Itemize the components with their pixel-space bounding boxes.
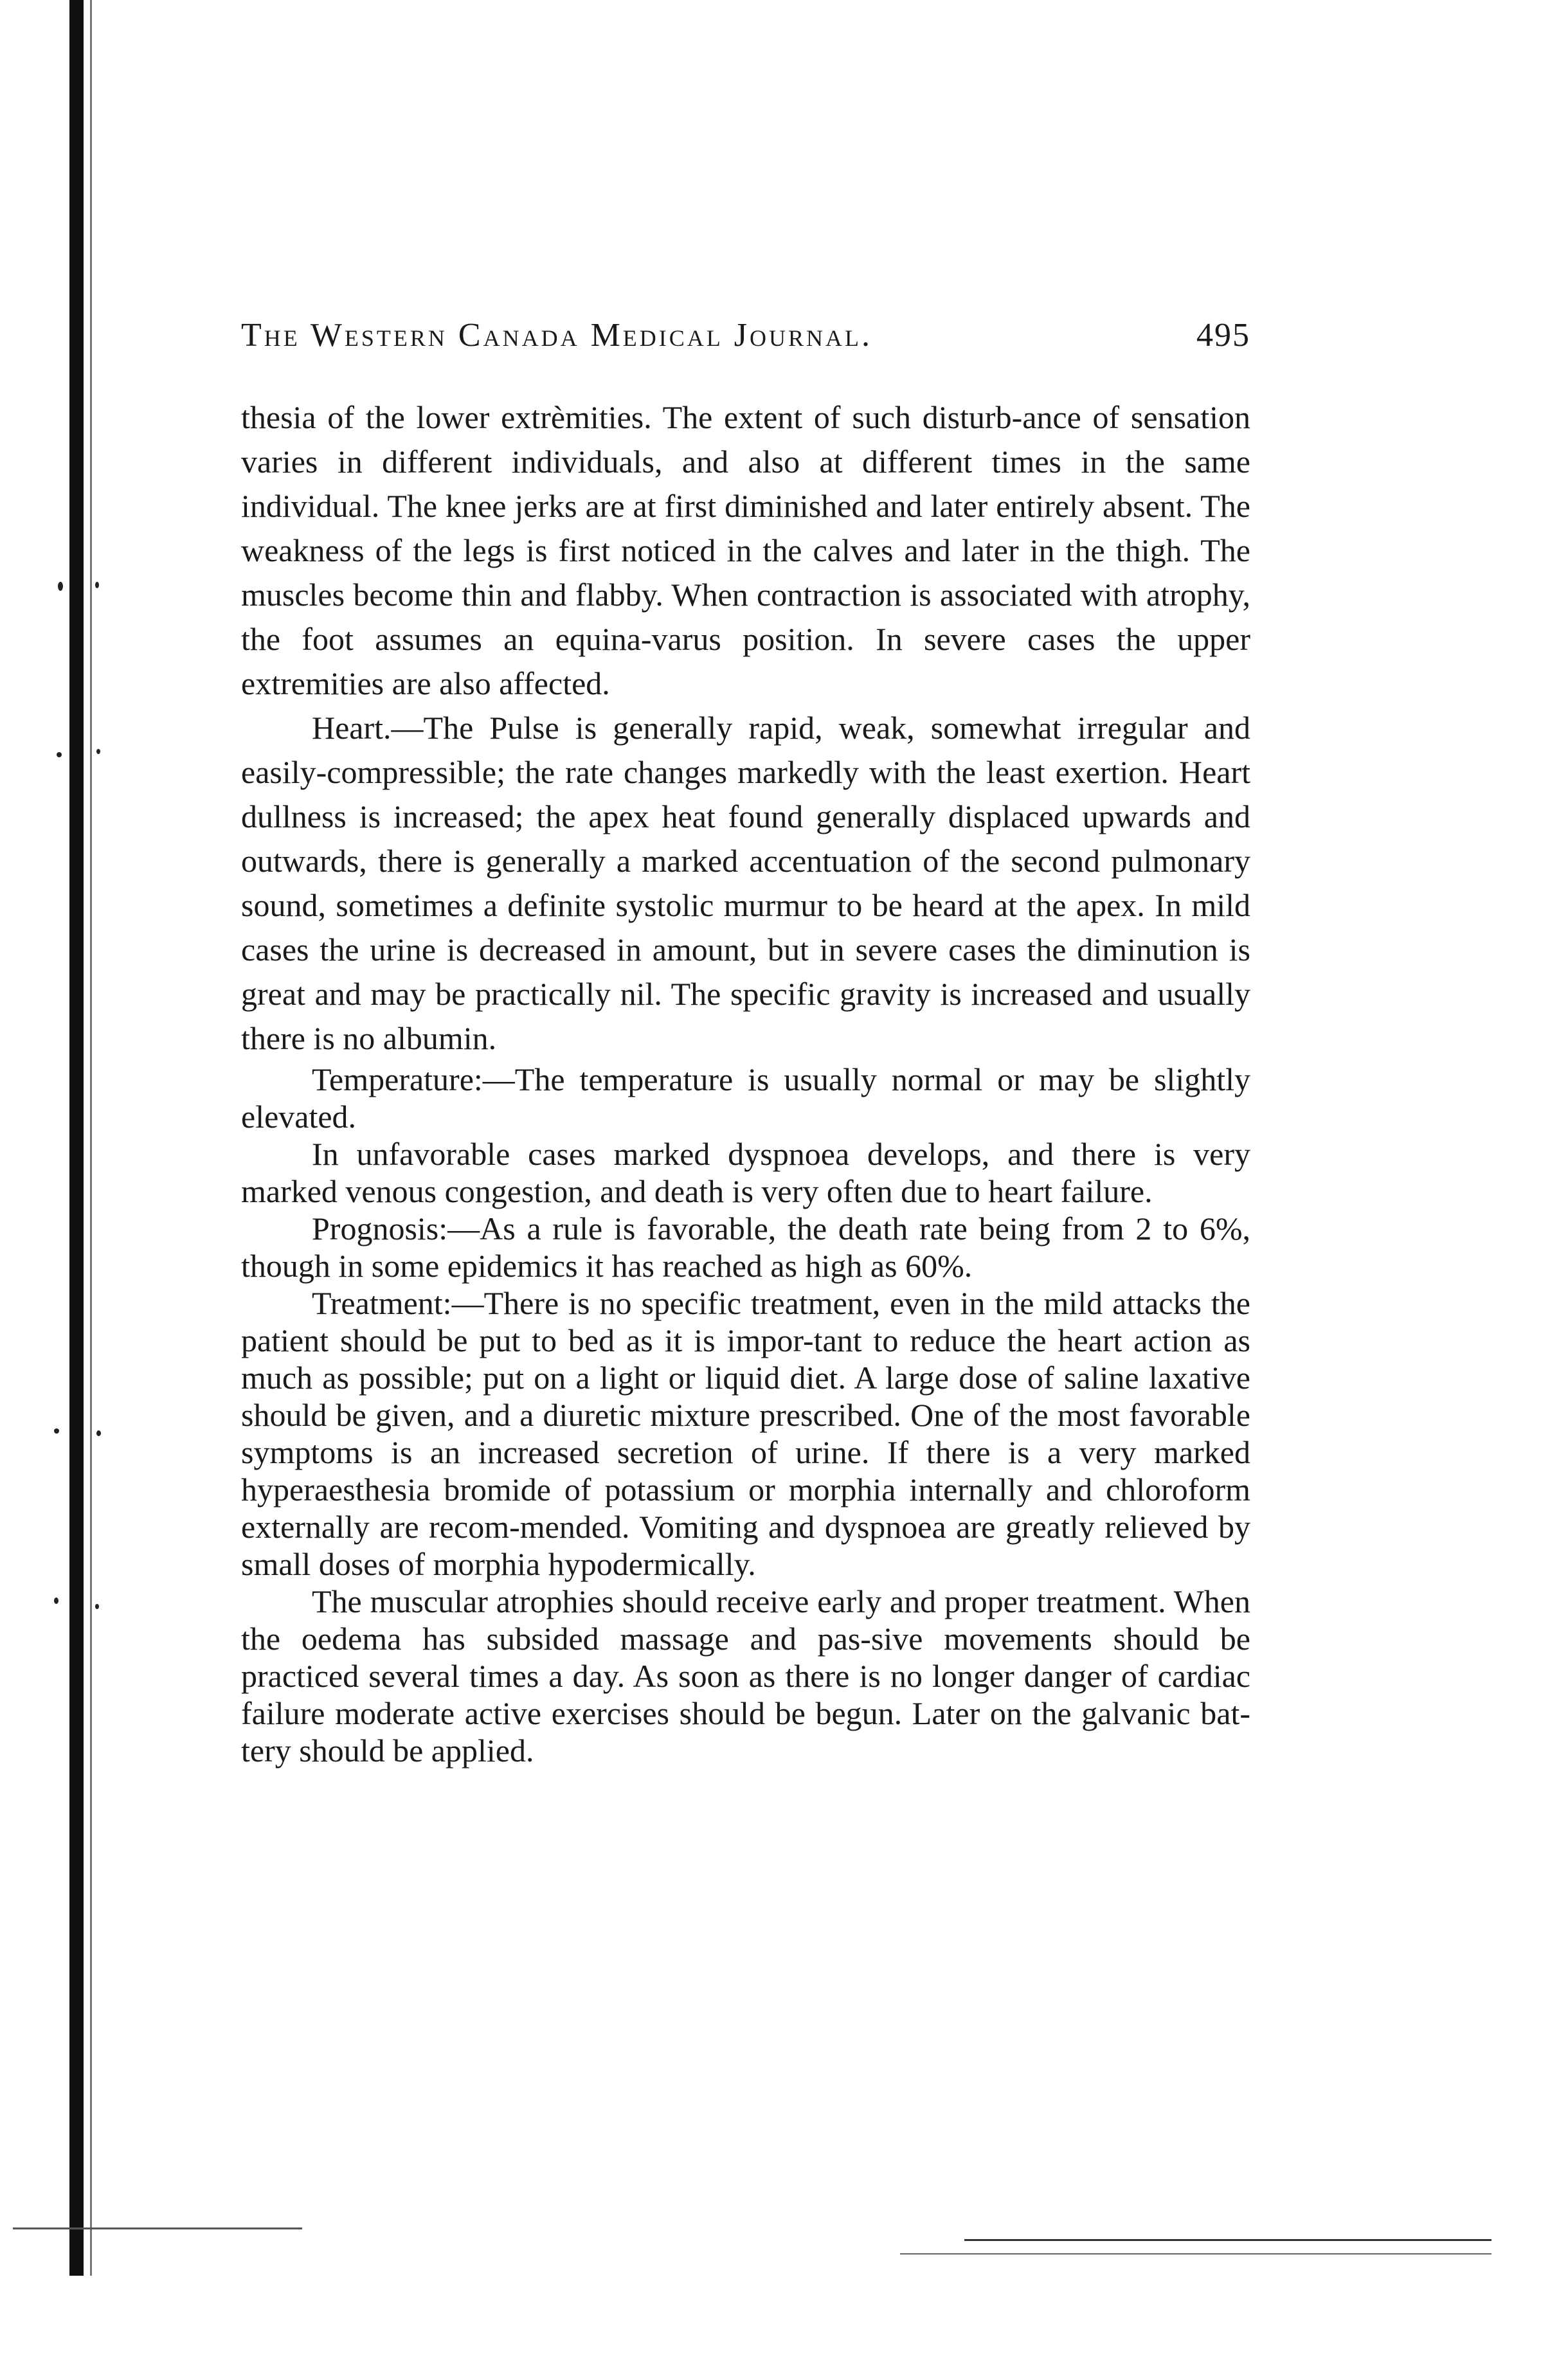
footer-rule-lower [900, 2253, 1491, 2254]
paragraph-muscular-atrophies: The muscular atrophies should receive early and proper treatment. When the oedema has subsided massage and pas-sive movements should be practiced several times a day. As soon as there is no longer danger of cardiac failure moderate active exercises should be begun. Later on the galvanic bat-tery should be applied. [241, 1583, 1250, 1769]
scan-speck [96, 749, 100, 754]
footer-rule [964, 2239, 1491, 2241]
page-binding-edge [69, 0, 84, 2276]
scan-speck [57, 752, 62, 757]
paragraph-prognosis: Prognosis:—As a rule is favorable, the death rate being from 2 to 6%, though in some epidemics it has reached as high as 60%. [241, 1210, 1250, 1284]
paragraph-sensation: thesia of the lower extrèmities. The extent of such disturb-ance of sensation varies in different individuals, and also at different times in the same individual. The knee jerks are at first diminished and later entirely absent. The weakness of the legs is first noticed in the calves and later in the thigh. The muscles become thin and flabby. When contraction is associated with atrophy, the foot assumes an equina-varus position. In severe cases the upper extremities are also affected. [241, 399, 1250, 701]
scan-speck [95, 1604, 99, 1609]
scan-speck [54, 1428, 59, 1434]
scan-speck [58, 582, 63, 591]
scan-speck [96, 1430, 101, 1436]
article-body [241, 395, 1250, 1769]
page-binding-shadow [90, 0, 92, 2276]
page-number: 495 [1196, 317, 1250, 354]
paragraph-treatment: Treatment:—There is no specific treatment, even in the mild attacks the patient should be put to bed as it is impor-tant to reduce the heart action as much as possible; put on a light or liquid diet. A large dose of saline laxative should be given, and a diuretic mixture prescribed. One of the most favorable symptoms is an increased secretion of urine. If there is a very marked hyperaesthesia bromide of potassium or morphia internally and chloroform externally are recom-mended. Vomiting and dyspnoea are greatly relieved by small doses of morphia hypodermically. [241, 1285, 1250, 1582]
scan-speck [95, 582, 99, 588]
paragraph-unfavorable-cases: In unfavorable cases marked dyspnoea develops, and there is very marked venous congestion, and death is very often due to heart failure. [241, 1136, 1250, 1209]
paragraph-heart: Heart.—The Pulse is generally rapid, weak, somewhat irregular and easily-compressible; the rate changes markedly with the least exertion. Heart dullness is increased; the apex heat found generally displaced upwards and outwards, there is generally a marked accentuation of the second pulmonary sound, sometimes a definite systolic murmur to be heard at the apex. In mild cases the urine is decreased in amount, but in severe cases the diminution is great and may be practically nil. The specific gravity is increased and usually there is no albumin. [241, 710, 1250, 1056]
journal-title: The Western Canada Medical Journal. [241, 317, 873, 354]
scan-speck [54, 1598, 59, 1604]
running-header [241, 316, 1250, 354]
paragraph-temperature: Temperature:—The temperature is usually normal or may be slightly elevated. [241, 1061, 1250, 1135]
footer-rule-left [13, 2228, 302, 2229]
